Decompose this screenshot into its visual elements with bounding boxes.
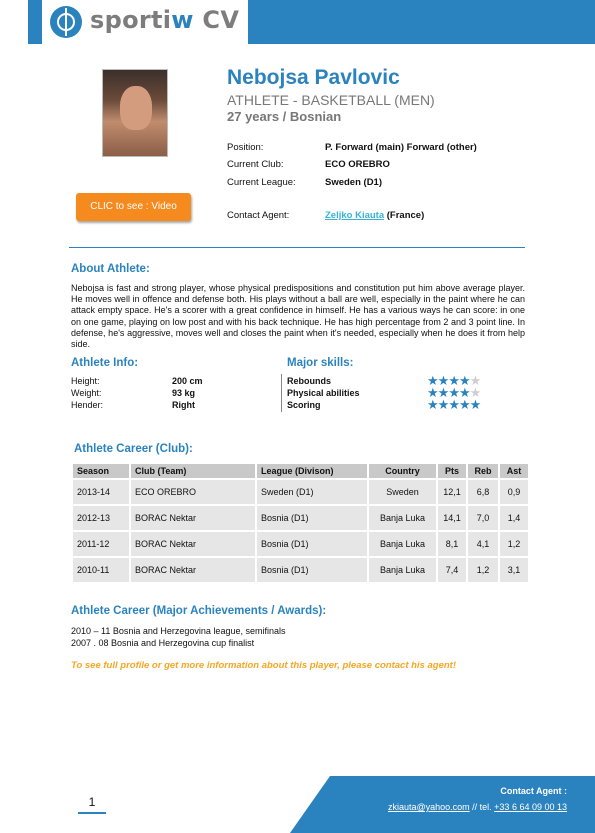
page-number: 1 [88, 795, 96, 809]
table-cell: 1,4 [500, 506, 528, 530]
table-cell: Sweden [369, 480, 436, 504]
table-cell: 3,1 [500, 558, 528, 582]
achievement-item: 2010 – 11 Bosnia and Herzegovina league, semifinals [71, 626, 286, 636]
agent-value [325, 210, 424, 221]
table-cell: 14,1 [438, 506, 466, 530]
table-cell: 0,9 [500, 480, 528, 504]
table-row [73, 558, 528, 582]
agent-label: Contact Agent: [227, 210, 290, 221]
table-cell: Sweden (D1) [257, 480, 367, 504]
athlete-name: Nebojsa Pavlovic [227, 66, 400, 89]
star-filled-icon: ★ [458, 373, 470, 388]
info-value: 200 cm [172, 376, 203, 386]
star-filled-icon: ★ [427, 385, 438, 400]
header-bar [0, 0, 595, 44]
info-label: Weight: [71, 388, 102, 398]
table-cell: 2011-12 [73, 532, 129, 556]
table-cell: ECO OREBRO [131, 480, 255, 504]
footer-title: Contact Agent : [500, 786, 567, 796]
table-cell: 2012-13 [73, 506, 129, 530]
table-cell: Bosnia (D1) [257, 506, 367, 530]
info-value: 93 kg [172, 388, 196, 398]
footer-wedge [290, 776, 330, 833]
skill-label: Rebounds [287, 376, 331, 386]
page-number-underline [78, 812, 106, 814]
table-cell: 6,8 [468, 480, 498, 504]
divider [69, 247, 525, 248]
agent-link[interactable]: Zeljko Kiauta [325, 210, 385, 221]
table-cell: Bosnia (D1) [257, 532, 367, 556]
career-heading: Athlete Career (Club): [74, 443, 193, 455]
club-value: ECO OREBRO [325, 159, 390, 170]
email-link[interactable]: zkiauta@yahoo.com [387, 802, 470, 812]
table-cell: 1,2 [500, 532, 528, 556]
table-cell: BORAC Nektar [131, 506, 255, 530]
athlete-age-nationality: 27 years / Bosnian [227, 109, 342, 124]
agent-country: (France) [384, 210, 425, 221]
table-cell: BORAC Nektar [131, 532, 255, 556]
table-cell: Banja Luka [369, 506, 436, 530]
phone-link[interactable]: +33 6 64 09 00 13 [494, 802, 567, 812]
star-filled-icon: ★ [458, 397, 470, 412]
star-filled-icon: ★ [427, 373, 438, 388]
skill-rating [427, 398, 480, 411]
table-cell: 7,4 [438, 558, 466, 582]
star-filled-icon: ★ [448, 385, 459, 400]
table-cell: Banja Luka [369, 558, 436, 582]
about-text: Nebojsa is fast and strong player, whose physical predispositions and constitution put him above average player. He moves well in offence and defense both. His plays without a ball are well, especially in the paint where he can attack empty space. He's a scorer with a great confidence in himself. He has a various ways he can score: in one on one game, playing on low post and with his back technique. He has high percentage from 2 and 3 point line. In defense, he's aggressive, moves well and closes the paint when it's needed, especially when he does it from help side. [71, 283, 525, 350]
position-value: P. Forward (main) Forward (other) [325, 142, 477, 153]
about-heading: About Athlete: [71, 263, 150, 275]
table-header-row [73, 464, 528, 478]
skill-label: Scoring [287, 400, 321, 410]
star-filled-icon: ★ [458, 385, 470, 400]
skill-label: Physical abilities [287, 388, 360, 398]
star-empty-icon: ★ [469, 373, 481, 388]
brand-logo: sportiw CV [90, 6, 240, 34]
info-label: Height: [71, 376, 100, 386]
table-cell: Banja Luka [369, 532, 436, 556]
league-value: Sweden (D1) [325, 177, 383, 188]
table-cell: 4,1 [468, 532, 498, 556]
video-button[interactable]: CLIC to see : Video [76, 193, 191, 221]
skills-heading: Major skills: [287, 357, 354, 369]
star-empty-icon: ★ [469, 385, 481, 400]
logo-icon [50, 6, 82, 38]
table-cell: Bosnia (D1) [257, 558, 367, 582]
table-row [73, 480, 528, 504]
column-header: Ast [500, 464, 528, 478]
league-label: Current League: [227, 177, 296, 188]
column-header: Season [73, 464, 129, 478]
table-row [73, 532, 528, 556]
table-cell: BORAC Nektar [131, 558, 255, 582]
info-label: Hender: [71, 400, 104, 410]
column-header: Country [369, 464, 436, 478]
column-header: League (Divison) [257, 464, 367, 478]
star-filled-icon: ★ [448, 373, 459, 388]
star-filled-icon: ★ [427, 397, 438, 412]
column-header: Reb [468, 464, 498, 478]
star-filled-icon: ★ [469, 397, 481, 412]
position-label: Position: [227, 142, 264, 153]
athlete-photo [102, 69, 168, 157]
table-cell: 1,2 [468, 558, 498, 582]
info-value: Right [172, 400, 195, 410]
achievement-item: 2007 . 08 Bosnia and Herzegovina cup finalist [71, 638, 255, 648]
star-filled-icon: ★ [437, 373, 449, 388]
contact-cta: To see full profile or get more information about this player, please contact his agent! [71, 660, 456, 671]
star-filled-icon: ★ [437, 397, 449, 412]
achievements-heading: Athlete Career (Major Achievements / Awards): [71, 605, 327, 617]
table-cell: 12,1 [438, 480, 466, 504]
career-table [71, 462, 530, 584]
athlete-role: ATHLETE - BASKETBALL (MEN) [227, 92, 435, 108]
table-cell: 2013-14 [73, 480, 129, 504]
column-separator [281, 374, 282, 412]
table-cell: 8,1 [438, 532, 466, 556]
table-row [73, 506, 528, 530]
column-header: Pts [438, 464, 466, 478]
footer-contact [388, 802, 567, 812]
table-cell: 2010-11 [73, 558, 129, 582]
table-cell: 7,0 [468, 506, 498, 530]
footer-separator: // tel. [469, 802, 495, 812]
star-filled-icon: ★ [437, 385, 449, 400]
star-filled-icon: ★ [448, 397, 459, 412]
column-header: Club (Team) [131, 464, 255, 478]
club-label: Current Club: [227, 159, 284, 170]
info-heading: Athlete Info: [71, 357, 139, 369]
